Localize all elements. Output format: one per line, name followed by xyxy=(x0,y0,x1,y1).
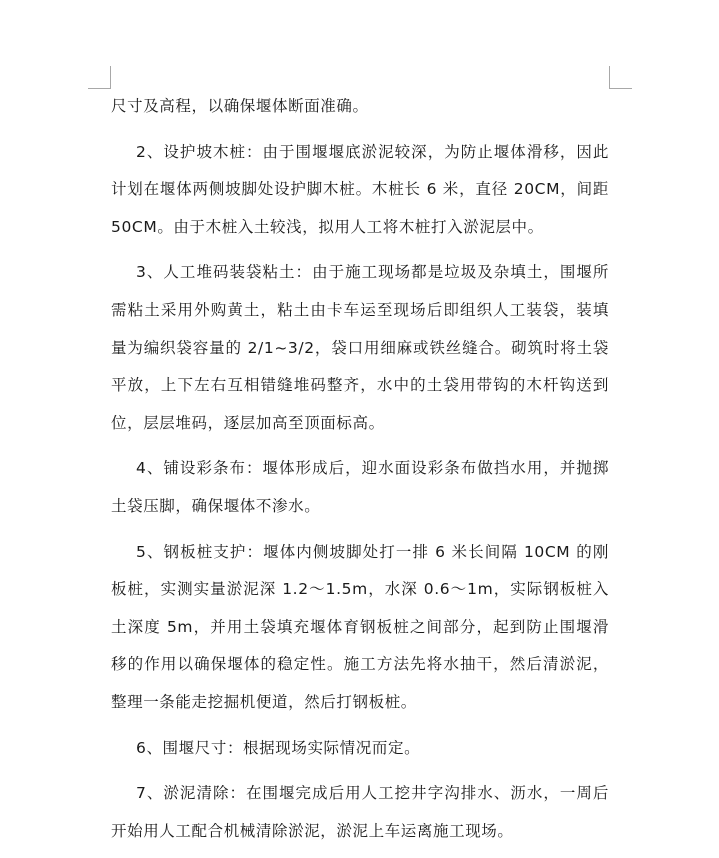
paragraph-item-4: 4、铺设彩条布：堰体形成后，迎水面设彩条布做挡水用，并抛掷土袋压脚，确保堰体不渗水。 xyxy=(111,459,609,515)
paragraph-item-2: 2、设护坡木桩：由于围堰堰底淤泥较深，为防止堰体滑移，因此计划在堰体两侧坡脚处设护脚木桩。木桩长 6 米，直径 20CM，间距 50CM。由于木桩入土较浅，拟用人工将木桩打入淤泥层中。 xyxy=(111,142,609,236)
margin-corner-mark-top-right xyxy=(609,66,632,89)
margin-corner-mark-top-left xyxy=(88,66,111,89)
document-body[interactable] xyxy=(111,88,609,858)
paragraph-item-3: 3、人工堆码装袋粘土：由于施工现场都是垃圾及杂填土，围堰所需粘土采用外购黄土，粘土由卡车运至现场后即组织人工装袋，装填量为编织袋容量的 2/1~3/2，袋口用细麻或铁丝缝合。砌筑时将土袋平放，上下左右互相错缝堆码整齐，水中的土袋用带钩的木杆钩送到位，层层堆码，逐层加高至顶面标高。 xyxy=(111,263,609,432)
paragraph-item-7: 7、淤泥清除：在围堰完成后用人工挖井字沟排水、沥水，一周后开始用人工配合机械清除淤泥，淤泥上车运离施工现场。 xyxy=(111,784,609,840)
paragraph-continued: 尺寸及高程，以确保堰体断面准确。 xyxy=(111,97,369,115)
paragraph-item-5: 5、钢板桩支护：堰体内侧坡脚处打一排 6 米长间隔 10CM 的刚板桩，实测实量淤泥深 1.2～1.5m，水深 0.6～1m，实际钢板桩入土深度 5m，并用土袋填充堰体育钢板桩之间部分，起到防止围堰滑移的作用以确保堰体的稳定性。施工方法先将水抽干，然后清淤泥，整理一条能走挖掘机便道，然后打钢板桩。 xyxy=(111,542,609,711)
paragraph-item-6: 6、围堰尺寸：根据现场实际情况而定。 xyxy=(136,738,421,757)
